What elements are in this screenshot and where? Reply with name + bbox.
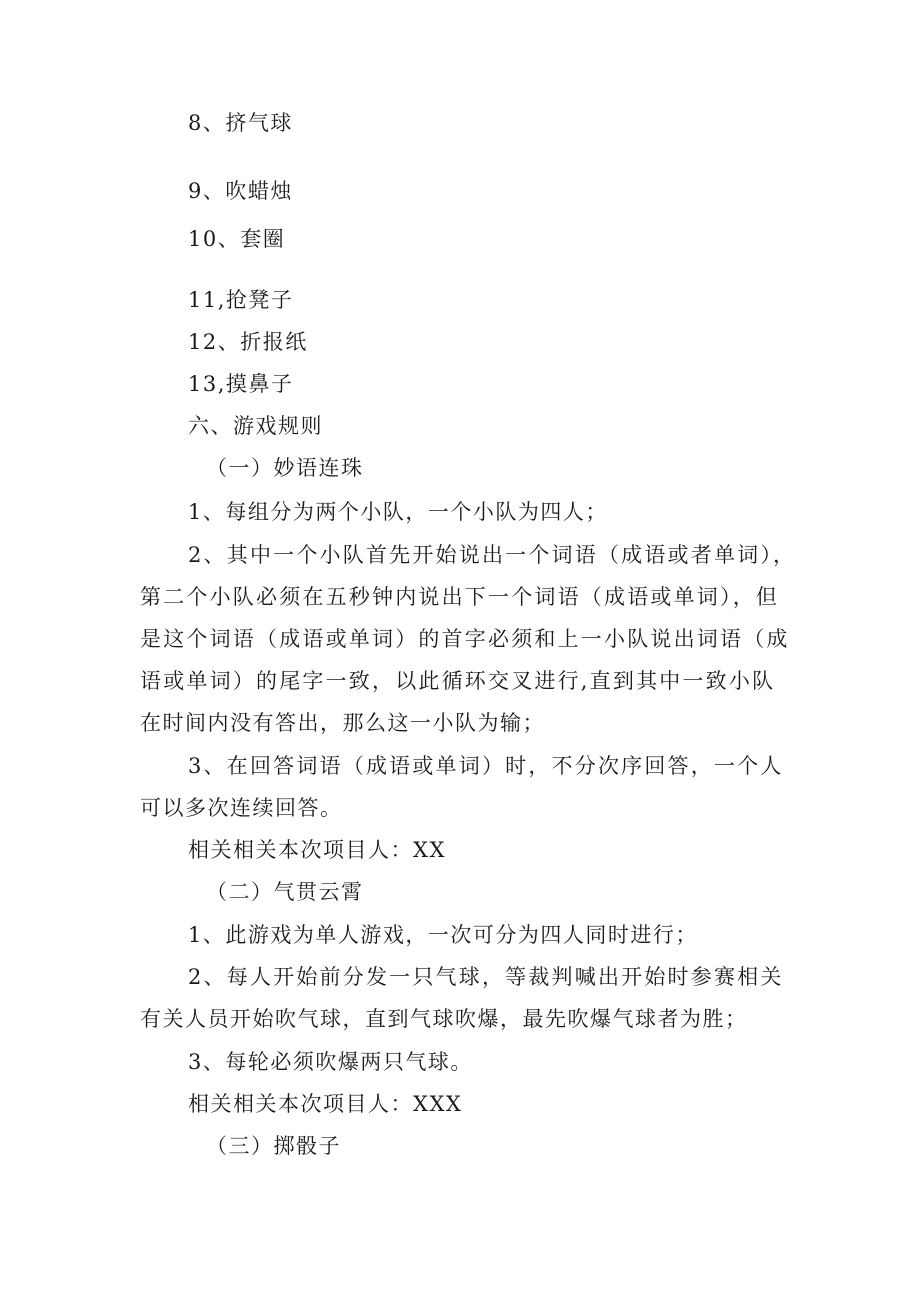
- rule-line: 在时间内没有答出，那么这一小队为输；: [140, 711, 545, 735]
- list-item: 8、挤气球: [188, 111, 293, 135]
- rule-item: 3、每轮必须吹爆两只气球。: [188, 1050, 473, 1074]
- subsection-title: （三）掷骰子: [206, 1134, 341, 1158]
- list-item: 12、折报纸: [188, 330, 308, 354]
- rule-line: 第二个小队必须在五秒钟内说出下一个词语（成语或单词），但: [140, 585, 780, 609]
- rule-line: 2、其中一个小队首先开始说出一个词语（成语或者单词），: [188, 543, 797, 567]
- project-owner: 相关相关本次项目人：XXX: [188, 1092, 463, 1116]
- rule-item: 1、每组分为两个小队，一个小队为四人；: [188, 500, 608, 524]
- rule-line: 3、在回答词语（成语或单词）时，不分次序回答，一个人: [188, 754, 784, 778]
- list-item: 11,抢凳子: [188, 288, 294, 312]
- list-item: 13,摸鼻子: [188, 372, 294, 396]
- rule-line: 有关人员开始吹气球，直到气球吹爆，最先吹爆气球者为胜；: [140, 1007, 748, 1031]
- rule-line: 语或单词）的尾字一致，以此循环交叉进行,直到其中一致小队: [140, 669, 776, 693]
- rule-line: 可以多次连续回答。: [140, 796, 343, 820]
- list-item: 10、套圈: [188, 227, 286, 251]
- project-owner: 相关相关本次项目人：XX: [188, 838, 446, 862]
- subsection-title: （一）妙语连珠: [206, 456, 364, 480]
- rule-item: 1、此游戏为单人游戏，一次可分为四人同时进行；: [188, 923, 698, 947]
- list-item: 9、吹蜡烛: [188, 179, 293, 203]
- subsection-title: （二）气贯云霄: [206, 880, 364, 904]
- section-heading: 六、游戏规则: [188, 414, 323, 438]
- rule-line: 是这个词语（成语或单词）的首字必须和上一小队说出词语（成: [140, 627, 790, 651]
- rule-line: 2、每人开始前分发一只气球，等裁判喊出开始时参赛相关: [188, 965, 784, 989]
